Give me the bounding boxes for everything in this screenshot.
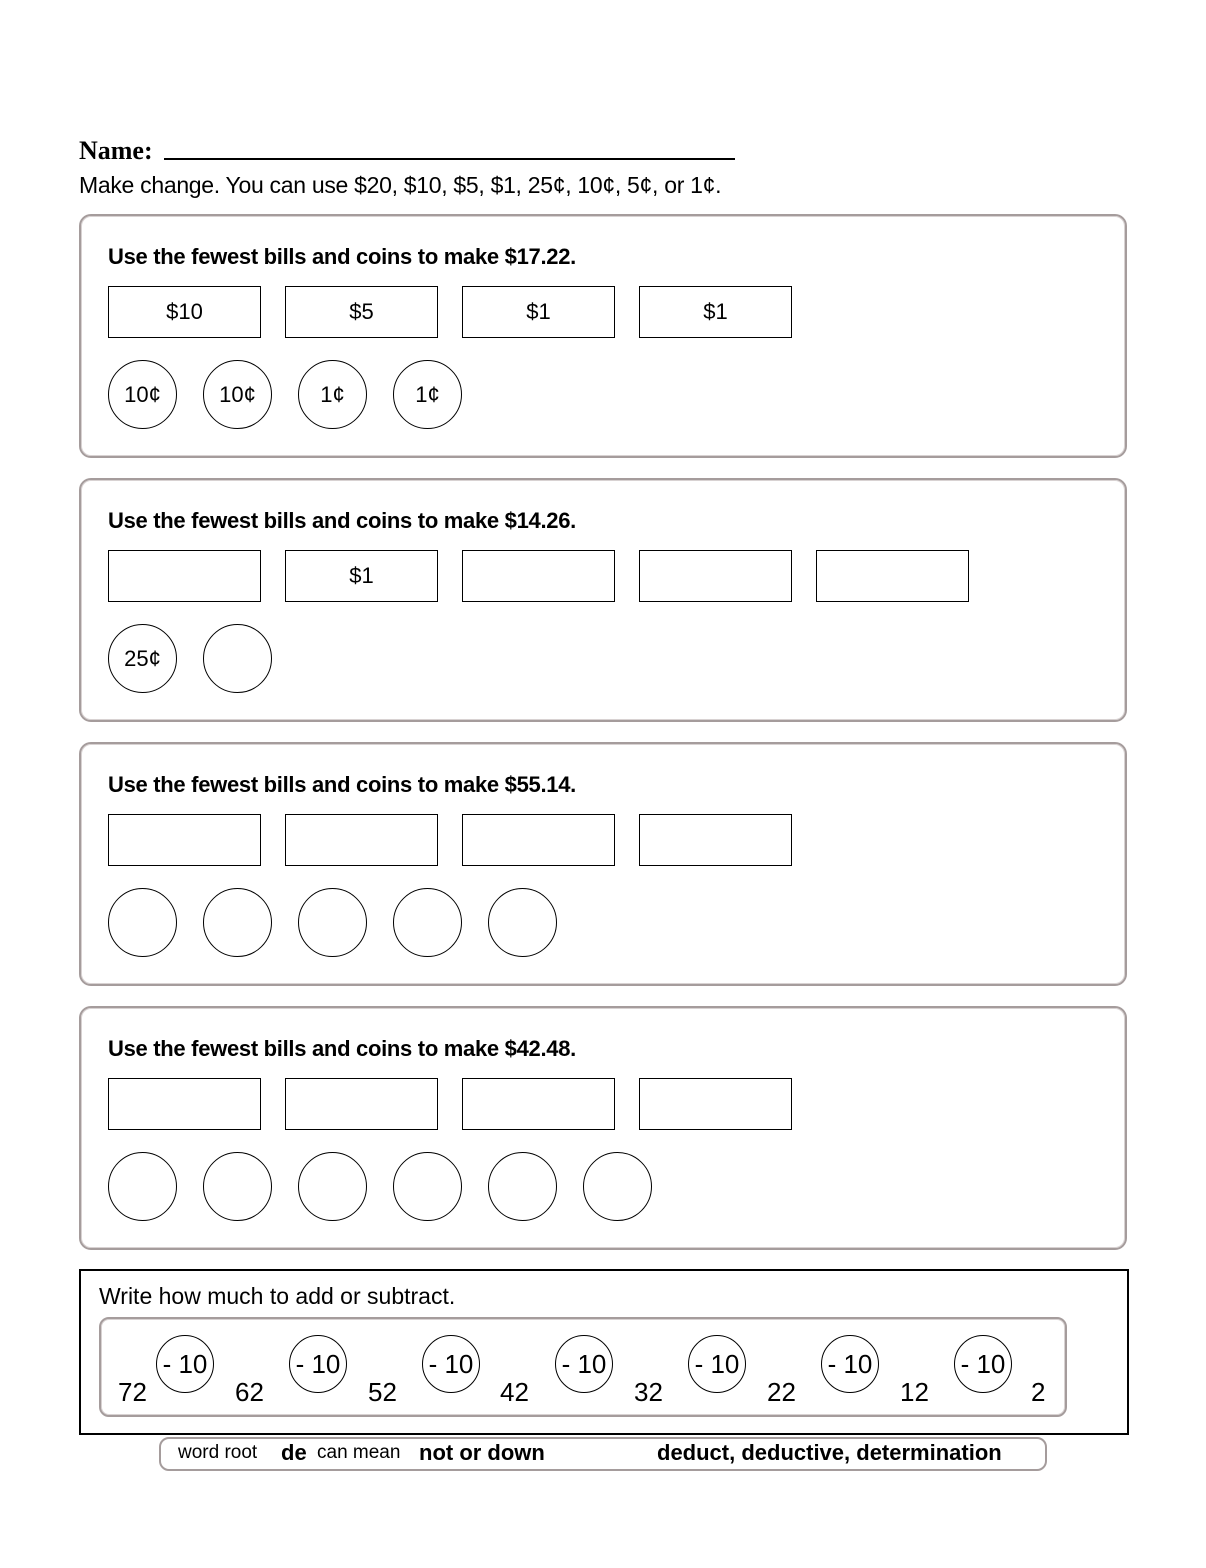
bill-box[interactable]: [108, 1078, 261, 1130]
bill-box[interactable]: $1: [285, 550, 438, 602]
sequence-title: Write how much to add or subtract.: [99, 1283, 456, 1309]
bill-box[interactable]: [285, 814, 438, 866]
bill-box[interactable]: [639, 550, 792, 602]
bill-box[interactable]: $1: [639, 286, 792, 338]
word-root-middle: can mean: [317, 1442, 401, 1463]
bill-box[interactable]: [108, 550, 261, 602]
sequence-number: 42: [500, 1377, 529, 1407]
problem-title: Use the fewest bills and coins to make $55.14.: [108, 772, 576, 797]
bill-box[interactable]: [816, 550, 969, 602]
sequence-section: [79, 1269, 1129, 1435]
sequence-number: 62: [235, 1377, 264, 1407]
step-circle[interactable]: - 10: [821, 1335, 879, 1393]
problem-title: Use the fewest bills and coins to make $42.48.: [108, 1036, 576, 1061]
sequence-number: 12: [900, 1377, 929, 1407]
bill-box[interactable]: [639, 814, 792, 866]
word-root: de: [281, 1440, 307, 1465]
step-circle[interactable]: - 10: [156, 1335, 214, 1393]
bill-box[interactable]: [639, 1078, 792, 1130]
coin-circle[interactable]: [108, 888, 177, 957]
coin-circle[interactable]: [393, 888, 462, 957]
step-circle[interactable]: - 10: [555, 1335, 613, 1393]
step-circle[interactable]: - 10: [289, 1335, 347, 1393]
instructions: Make change. You can use $20, $10, $5, $1, 25¢, 10¢, 5¢, or 1¢.: [79, 172, 722, 198]
problem-panel: [79, 478, 1127, 722]
sequence-number: 2: [1031, 1377, 1046, 1407]
bill-box[interactable]: [462, 1078, 615, 1130]
bill-box[interactable]: [285, 1078, 438, 1130]
step-circle[interactable]: - 10: [954, 1335, 1012, 1393]
problem-panel: [79, 214, 1127, 458]
bill-box[interactable]: $10: [108, 286, 261, 338]
bill-box[interactable]: [462, 814, 615, 866]
coin-circle[interactable]: 25¢: [108, 624, 177, 693]
step-circle[interactable]: - 10: [688, 1335, 746, 1393]
coin-circle[interactable]: [393, 1152, 462, 1221]
coin-circle[interactable]: [108, 1152, 177, 1221]
sequence-number: 72: [118, 1377, 147, 1407]
coin-circle[interactable]: 10¢: [108, 360, 177, 429]
coin-circle[interactable]: [583, 1152, 652, 1221]
sequence-box: [99, 1317, 1067, 1417]
coin-circle[interactable]: 1¢: [298, 360, 367, 429]
coin-circle[interactable]: 1¢: [393, 360, 462, 429]
problem-panel: [79, 742, 1127, 986]
name-label: Name:: [79, 136, 153, 165]
problem-title: Use the fewest bills and coins to make $17.22.: [108, 244, 576, 269]
bill-box[interactable]: [462, 550, 615, 602]
word-root-meaning: not or down: [419, 1440, 545, 1465]
bill-box[interactable]: $1: [462, 286, 615, 338]
sequence-number: 32: [634, 1377, 663, 1407]
coin-circle[interactable]: [203, 624, 272, 693]
coin-circle[interactable]: [298, 888, 367, 957]
coin-circle[interactable]: [488, 1152, 557, 1221]
word-root-strip: [159, 1437, 1047, 1471]
problem-title: Use the fewest bills and coins to make $14.26.: [108, 508, 576, 533]
problem-panel: [79, 1006, 1127, 1250]
coin-circle[interactable]: [203, 1152, 272, 1221]
coin-circle[interactable]: 10¢: [203, 360, 272, 429]
coin-circle[interactable]: [298, 1152, 367, 1221]
sequence-number: 52: [368, 1377, 397, 1407]
word-root-prefix: word root: [178, 1442, 258, 1463]
coin-circle[interactable]: [203, 888, 272, 957]
word-root-examples: deduct, deductive, determination: [657, 1440, 1002, 1465]
bill-box[interactable]: $5: [285, 286, 438, 338]
sequence-number: 22: [767, 1377, 796, 1407]
bill-box[interactable]: [108, 814, 261, 866]
step-circle[interactable]: - 10: [422, 1335, 480, 1393]
name-line[interactable]: [164, 158, 735, 160]
coin-circle[interactable]: [488, 888, 557, 957]
